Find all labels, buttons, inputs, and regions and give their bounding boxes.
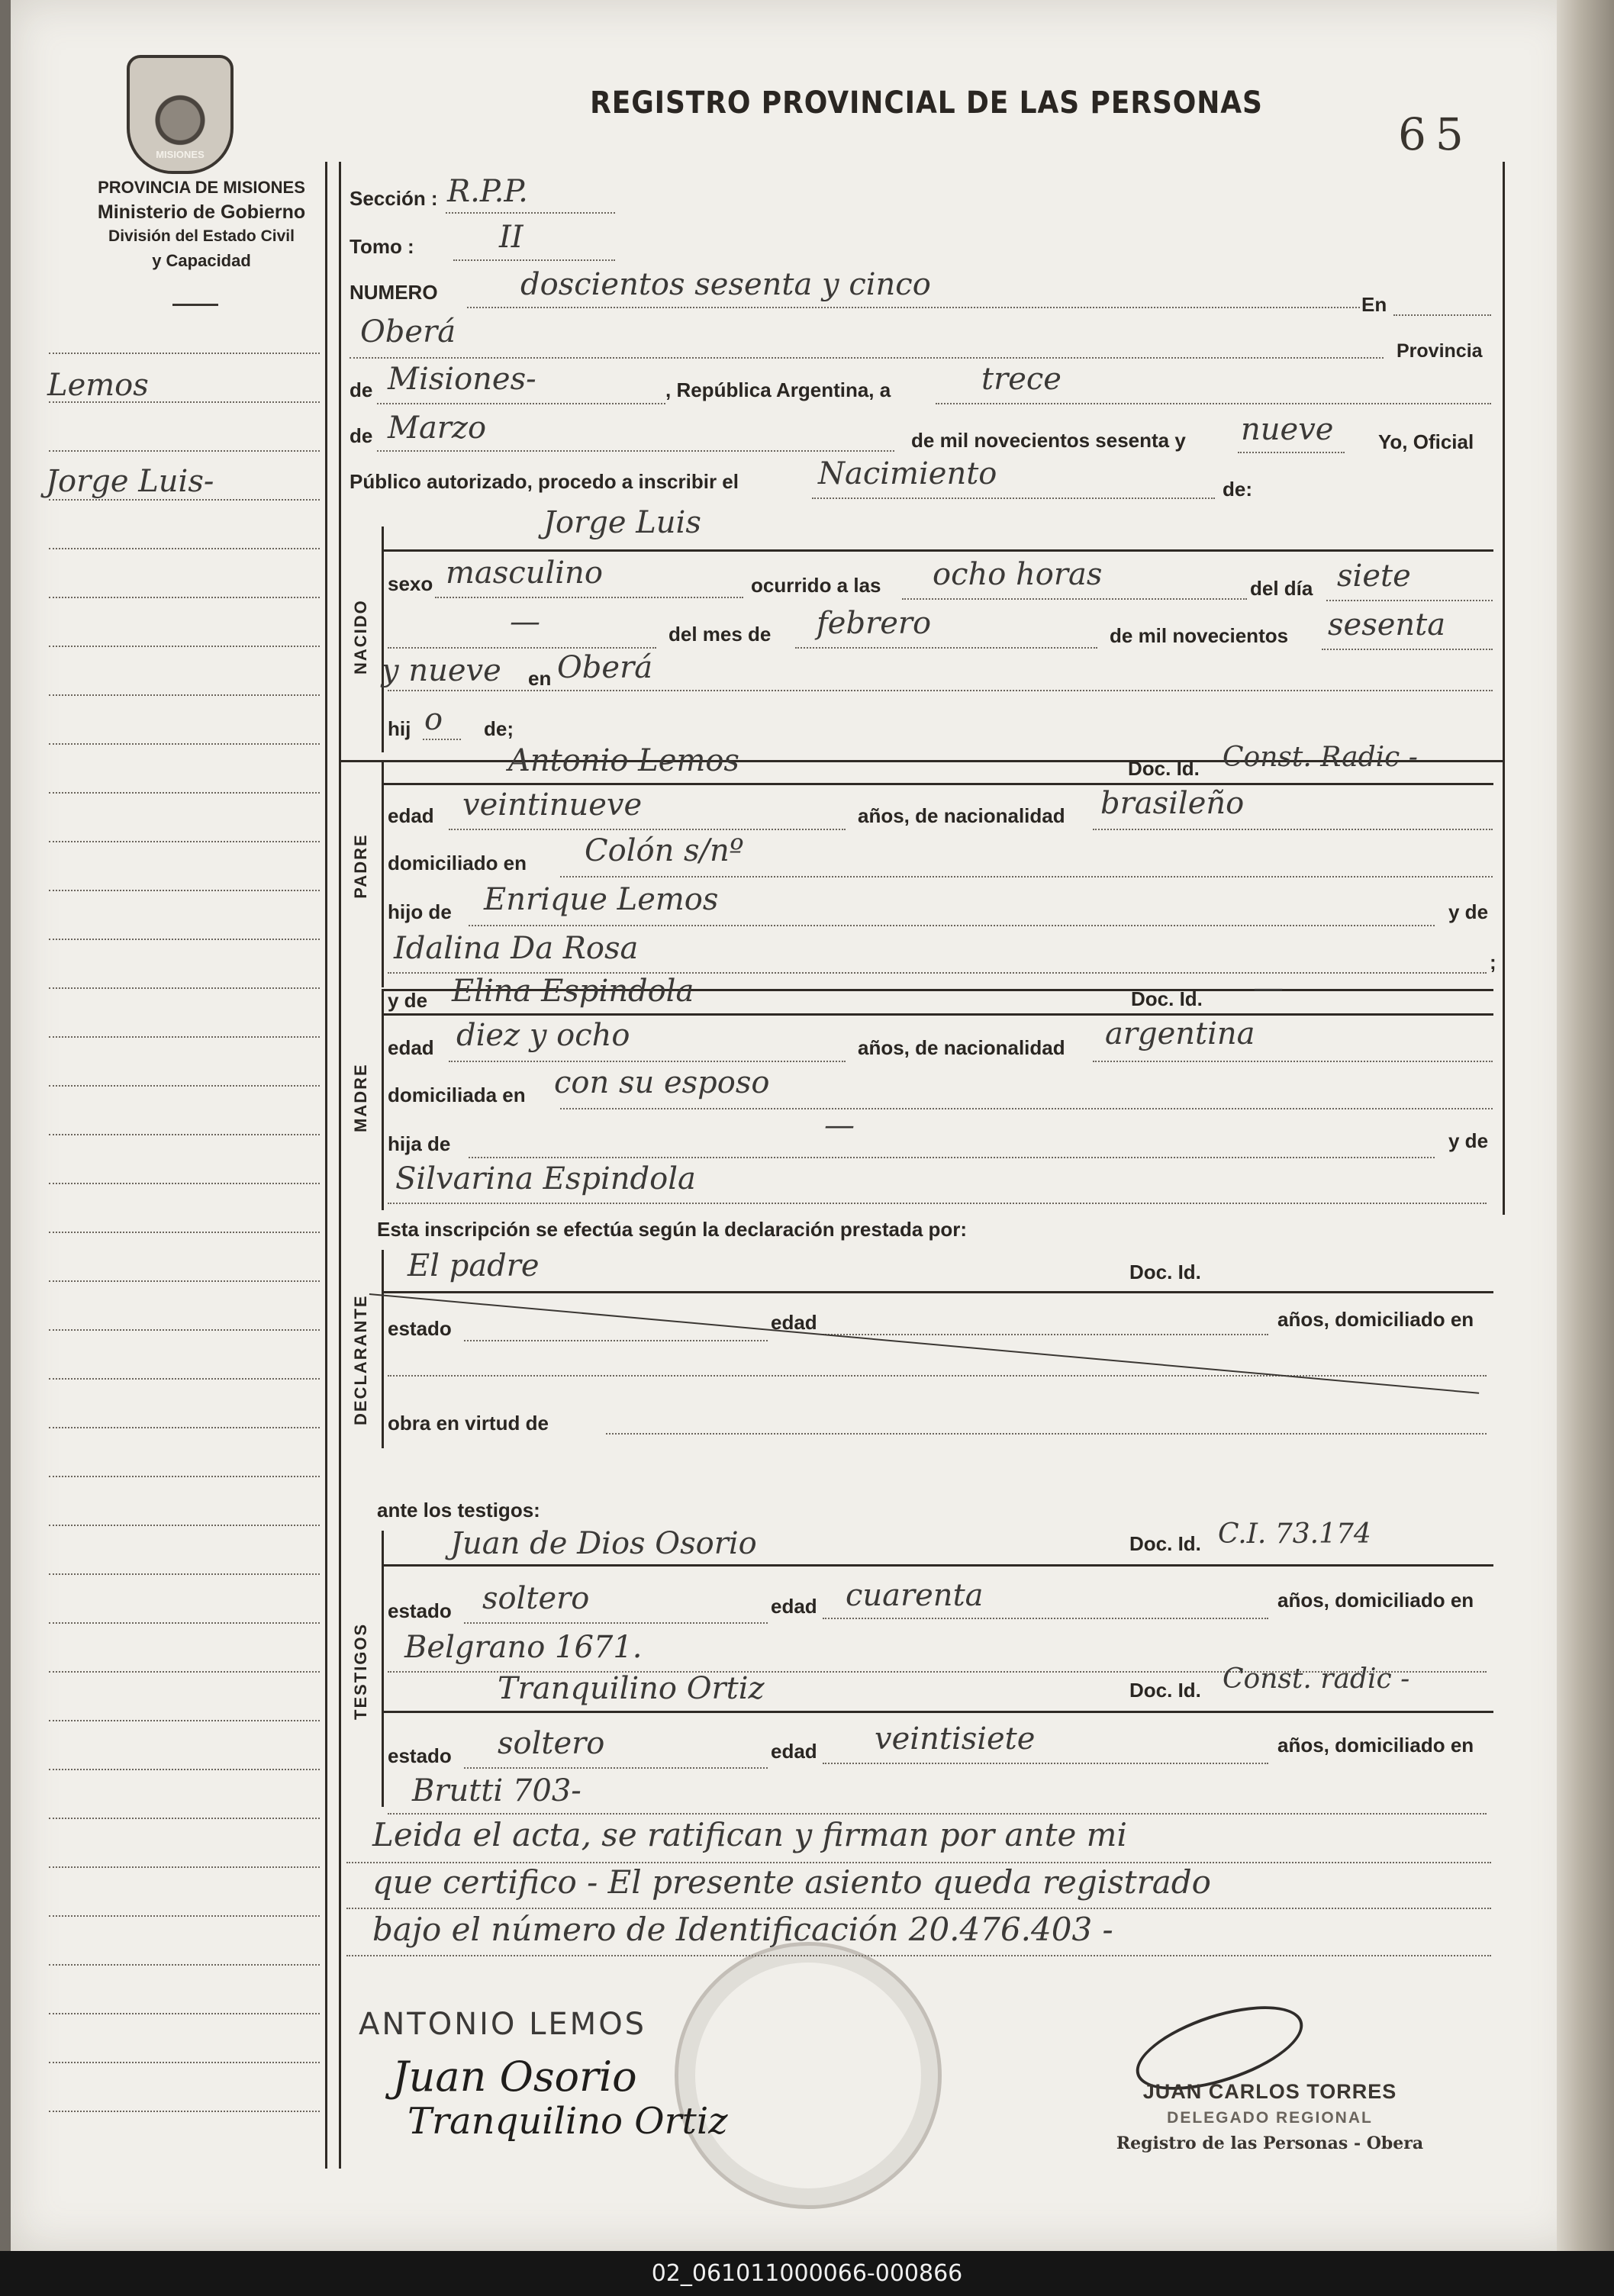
lugar-value: Oberá bbox=[360, 314, 456, 349]
del-dia-label: del día bbox=[1250, 577, 1313, 600]
testigo2-edad-label: edad bbox=[771, 1740, 817, 1763]
seccion-value: R.P.P. bbox=[447, 174, 528, 209]
margin-ruled-line bbox=[49, 646, 320, 647]
dia-nac-line bbox=[1326, 600, 1493, 601]
margin-ruled-line bbox=[49, 694, 320, 696]
padre-doc-label: Doc. Id. bbox=[1128, 757, 1200, 780]
margin-ruled-line bbox=[49, 1573, 320, 1575]
margin-ruled-line bbox=[49, 2111, 320, 2112]
margin-ruled-line bbox=[49, 1525, 320, 1526]
declarante-nombre: El padre bbox=[408, 1248, 540, 1283]
testigo1-edad-line bbox=[823, 1618, 1268, 1619]
en-lower-label: en bbox=[528, 667, 552, 690]
civil-registry-page bbox=[11, 0, 1579, 2251]
sexo-label: sexo bbox=[388, 572, 433, 595]
obra-virtud-line bbox=[606, 1433, 1487, 1435]
main-left-rule bbox=[339, 162, 341, 2169]
anio-nac-cont: y nueve bbox=[382, 653, 501, 688]
testigo1-estado-line bbox=[464, 1622, 768, 1624]
issuing-authority bbox=[41, 176, 362, 273]
padre-section-label: PADRE bbox=[351, 833, 370, 899]
hora-value: ocho horas bbox=[933, 557, 1103, 592]
margin-ruled-line bbox=[49, 1280, 320, 1282]
margin-ruled-line bbox=[49, 1378, 320, 1380]
madre-hija-line bbox=[469, 1157, 1435, 1158]
de-label-2: de bbox=[350, 424, 373, 447]
madre-doc-value: — bbox=[1253, 971, 1284, 1006]
hij-value: o bbox=[424, 702, 443, 737]
padre-name-line bbox=[383, 783, 1493, 785]
margin-ruled-line bbox=[49, 792, 320, 794]
declarante-section-label: DECLARANTE bbox=[351, 1294, 370, 1425]
yo-oficial-label: Yo, Oficial bbox=[1378, 430, 1474, 453]
mes-value: Marzo bbox=[388, 411, 487, 446]
en-label: En bbox=[1361, 293, 1387, 316]
hij-label: hij bbox=[388, 717, 411, 740]
declarante-estado-label: estado bbox=[388, 1317, 452, 1340]
ocurrido-label: ocurrido a las bbox=[751, 574, 881, 597]
registry-stamp-icon bbox=[675, 1942, 942, 2209]
margin-ruled-line bbox=[49, 987, 320, 989]
closing-line-3 bbox=[346, 1955, 1491, 1956]
province-name: PROVINCIA DE MISIONES bbox=[98, 178, 305, 197]
declaracion-label: Esta inscripción se efectúa según la declaración prestada por: bbox=[377, 1218, 968, 1241]
padre-semicolon: ; bbox=[1490, 951, 1496, 974]
declarante-dom-label: años, domiciliado en bbox=[1277, 1308, 1474, 1331]
anio-nac-value: sesenta bbox=[1328, 607, 1446, 642]
margin-ruled-line bbox=[49, 1818, 320, 1819]
padre-dom-line bbox=[560, 876, 1493, 878]
testigo1-doc-label: Doc. Id. bbox=[1129, 1532, 1201, 1555]
numero-line bbox=[467, 307, 1360, 308]
madre-dom-label: domiciliada en bbox=[388, 1084, 526, 1106]
document-title: REGISTRO PROVINCIAL DE LAS PERSONAS bbox=[590, 85, 1263, 121]
margin-ruled-line bbox=[49, 1183, 320, 1184]
misiones-seal-icon bbox=[127, 55, 234, 174]
testigos-rule bbox=[382, 1531, 384, 1807]
margin-ruled-line bbox=[49, 890, 320, 891]
dia-cont-line bbox=[388, 647, 656, 649]
margin-ruled-line bbox=[49, 353, 320, 354]
lugar-line bbox=[350, 357, 1384, 359]
margin-ruled-line bbox=[49, 939, 320, 940]
madre-nac-line bbox=[1093, 1061, 1493, 1062]
mes-nac-value: febrero bbox=[817, 606, 932, 641]
padre-madre: Idalina Da Rosa bbox=[394, 931, 639, 966]
nacido-name-line bbox=[383, 549, 1493, 552]
dia-nac-value: siete bbox=[1337, 559, 1411, 594]
provincia-line bbox=[377, 403, 665, 404]
margin-ruled-line bbox=[49, 1427, 320, 1428]
testigo1-doc-value: C.I. 73.174 bbox=[1218, 1518, 1371, 1550]
division-name: División del Estado Civil bbox=[108, 227, 295, 245]
padre-hijo-line bbox=[469, 925, 1435, 926]
nacido-rule bbox=[382, 527, 384, 752]
mil-novecientos-label: de mil novecientos bbox=[1110, 624, 1289, 647]
provincia-label: Provincia bbox=[1397, 340, 1483, 362]
seccion-line bbox=[446, 212, 615, 214]
de-sc-label: de; bbox=[484, 717, 514, 740]
testigo1-dom-label: años, domiciliado en bbox=[1277, 1589, 1474, 1612]
padre-hijo-label: hijo de bbox=[388, 900, 452, 923]
main-right-rule bbox=[1503, 162, 1505, 1215]
de-colon-label: de: bbox=[1223, 478, 1252, 501]
madre-dom-value: con su esposo bbox=[554, 1065, 770, 1100]
padre-edad-line bbox=[449, 829, 846, 830]
sexo-value: masculino bbox=[446, 555, 603, 591]
madre-padre: — bbox=[824, 1108, 855, 1143]
madre-yde2-label: y de bbox=[1448, 1129, 1489, 1152]
publico-label: Público autorizado, procedo a inscribir el bbox=[350, 470, 739, 493]
provincia-value: Misiones- bbox=[388, 362, 536, 397]
closing-text-3: bajo el número de Identificación 20.476.403 - bbox=[372, 1911, 1113, 1948]
margin-given-names: Jorge Luis- bbox=[46, 464, 214, 499]
padre-yde-label: y de bbox=[1448, 900, 1489, 923]
madre-madre: Silvarina Espindola bbox=[395, 1161, 696, 1196]
declarante-edad-line bbox=[823, 1334, 1268, 1335]
margin-ruled-line bbox=[49, 743, 320, 745]
declarante-name-line bbox=[383, 1291, 1493, 1293]
margin-ruled-line bbox=[49, 1476, 320, 1477]
madre-nombre: Elina Espindola bbox=[452, 974, 694, 1009]
tipo-value: Nacimiento bbox=[818, 456, 997, 491]
testigo1-estado-value: soltero bbox=[482, 1581, 590, 1616]
margin-ruled-line bbox=[49, 450, 320, 452]
margin-ruled-line bbox=[49, 1866, 320, 1868]
margin-ruled-line bbox=[49, 1769, 320, 1770]
padre-nac-line bbox=[1093, 829, 1493, 830]
testigo2-edad-value: veintisiete bbox=[875, 1721, 1036, 1757]
madre-name-line bbox=[383, 1013, 1493, 1016]
tomo-line bbox=[453, 259, 615, 261]
obra-virtud-label: obra en virtud de bbox=[388, 1412, 549, 1435]
seccion-label: Sección : bbox=[350, 187, 438, 210]
padre-nac-label: años, de nacionalidad bbox=[858, 804, 1065, 827]
mil-sesenta-label: de mil novecientos sesenta y bbox=[911, 429, 1186, 452]
margin-ruled-line bbox=[49, 1915, 320, 1917]
declarante-dom-line bbox=[388, 1375, 1487, 1377]
anio-nac-line bbox=[1322, 649, 1493, 650]
de-label-1: de bbox=[350, 378, 373, 401]
lugar-nac-line bbox=[388, 690, 1493, 691]
testigo1-domicilio: Belgrano 1671. bbox=[404, 1630, 643, 1665]
declarante-edad-label: edad bbox=[771, 1311, 817, 1334]
madre-nac-label: años, de nacionalidad bbox=[858, 1036, 1065, 1059]
official-name: JUAN CARLOS TORRES bbox=[1142, 2080, 1397, 2103]
anio-line bbox=[1238, 452, 1345, 453]
margin-ruled-line bbox=[49, 1036, 320, 1038]
numero-value: doscientos sesenta y cinco bbox=[520, 267, 931, 302]
dia-line bbox=[936, 403, 1491, 404]
padre-nombre: Antonio Lemos bbox=[508, 743, 739, 778]
margin-surname: Lemos bbox=[47, 368, 149, 403]
padre-edad-value: veintinueve bbox=[462, 787, 643, 823]
padre-padre: Enrique Lemos bbox=[484, 882, 719, 917]
signature-juan-osorio: Juan Osorio bbox=[392, 2053, 637, 2101]
madre-dom-line bbox=[560, 1108, 1493, 1109]
padre-dom-value: Colón s/nº bbox=[585, 833, 744, 868]
nacido-nombre: Jorge Luis bbox=[543, 505, 701, 540]
madre-section-label: MADRE bbox=[351, 1063, 370, 1132]
madre-edad-value: diez y ocho bbox=[456, 1018, 630, 1053]
testigo2-doc-value: Const. radic - bbox=[1223, 1663, 1410, 1695]
heading-divider bbox=[172, 304, 218, 306]
padre-nac-value: brasileño bbox=[1100, 786, 1245, 821]
margin-ruled-line bbox=[49, 841, 320, 842]
margin-ruled-line bbox=[49, 1720, 320, 1721]
testigo2-estado-value: soltero bbox=[498, 1726, 605, 1761]
tomo-label: Tomo : bbox=[350, 235, 414, 258]
lugar-nac-value: Oberá bbox=[557, 650, 653, 685]
margin-rule bbox=[325, 162, 327, 2169]
signature-antonio-lemos: ANTONIO LEMOS bbox=[359, 2007, 647, 2042]
testigo2-estado-line bbox=[464, 1767, 768, 1769]
del-mes-label: del mes de bbox=[668, 623, 772, 646]
margin-ruled-line bbox=[49, 1671, 320, 1673]
margin-ruled-line bbox=[49, 1329, 320, 1331]
testigo2-doc-label: Doc. Id. bbox=[1129, 1679, 1201, 1702]
numero-label: NUMERO bbox=[350, 281, 438, 304]
madre-hija-label: hija de bbox=[388, 1132, 451, 1155]
closing-text-2: que certifico - El presente asiento queda registrado bbox=[372, 1863, 1211, 1901]
dia-cont-dash: — bbox=[510, 604, 540, 639]
sexo-line bbox=[435, 597, 743, 598]
declarante-estado-line bbox=[464, 1340, 768, 1341]
image-id-bar bbox=[0, 2251, 1614, 2296]
binding-edge bbox=[1557, 0, 1614, 2251]
declarante-doc-label: Doc. Id. bbox=[1129, 1261, 1201, 1283]
testigo2-dom-label: años, domiciliado en bbox=[1277, 1734, 1474, 1757]
page-number: 65 bbox=[1398, 108, 1473, 160]
testigo2-estado-label: estado bbox=[388, 1744, 452, 1767]
madre-edad-label: edad bbox=[388, 1036, 434, 1059]
hij-line bbox=[423, 739, 461, 740]
padre-dom-label: domiciliado en bbox=[388, 852, 527, 874]
margin-ruled-line bbox=[49, 1622, 320, 1624]
tipo-line bbox=[812, 498, 1215, 499]
madre-doc-label: Doc. Id. bbox=[1131, 987, 1203, 1010]
testigo2-nombre: Tranquilino Ortiz bbox=[498, 1671, 765, 1706]
margin-ruled-line bbox=[49, 1085, 320, 1087]
dia-value: trece bbox=[981, 362, 1062, 397]
republica-label: , República Argentina, a bbox=[665, 378, 891, 401]
anio-value: nueve bbox=[1241, 412, 1334, 447]
margin-ruled-line bbox=[49, 1232, 320, 1233]
margin-ruled-line bbox=[49, 1964, 320, 1966]
padre-edad-label: edad bbox=[388, 804, 434, 827]
signature-tranquilino-ortiz: Tranquilino Ortiz bbox=[408, 2100, 728, 2143]
testigos-section-label: TESTIGOS bbox=[351, 1622, 370, 1720]
margin-ruled-line bbox=[49, 2013, 320, 2014]
testigo2-dom-line bbox=[388, 1813, 1487, 1815]
ante-testigos-label: ante los testigos: bbox=[377, 1499, 540, 1522]
hora-line bbox=[902, 598, 1247, 600]
testigo1-edad-value: cuarenta bbox=[846, 1578, 984, 1613]
en-line bbox=[1393, 314, 1491, 316]
padre-doc-value: Const. Radic - bbox=[1223, 742, 1418, 773]
mes-line bbox=[377, 450, 894, 452]
seal-text: MISIONES bbox=[156, 149, 205, 160]
testigo2-edad-line bbox=[823, 1763, 1268, 1764]
padre-rule bbox=[382, 762, 384, 987]
testigo2-name-line bbox=[383, 1711, 1493, 1713]
testigo1-edad-label: edad bbox=[771, 1595, 817, 1618]
official-office: Registro de las Personas - Obera bbox=[1116, 2133, 1424, 2153]
madre-madre-line bbox=[388, 1203, 1487, 1204]
image-id: 02_061011000066-000866 bbox=[651, 2260, 963, 2287]
margin-ruled-line bbox=[49, 548, 320, 549]
madre-nac-value: argentina bbox=[1105, 1016, 1255, 1051]
madre-edad-line bbox=[449, 1061, 846, 1062]
testigo1-name-line bbox=[383, 1564, 1493, 1567]
tomo-value: II bbox=[499, 220, 524, 255]
declarante-rule bbox=[382, 1250, 384, 1448]
testigo1-estado-label: estado bbox=[388, 1599, 452, 1622]
margin-ruled-line bbox=[49, 2062, 320, 2063]
margin-ruled-line bbox=[49, 1134, 320, 1135]
closing-text-1: Leida el acta, se ratifican y firman por ante mi bbox=[372, 1816, 1127, 1853]
capacity-name: y Capacidad bbox=[152, 251, 251, 270]
nacido-section-label: NACIDO bbox=[351, 599, 370, 675]
ministry-name: Ministerio de Gobierno bbox=[97, 201, 306, 223]
madre-yde-label: y de bbox=[388, 989, 428, 1012]
mes-nac-line bbox=[795, 647, 1097, 649]
testigo1-nombre: Juan de Dios Osorio bbox=[450, 1526, 757, 1561]
testigo2-domicilio: Brutti 703- bbox=[412, 1773, 581, 1808]
margin-ruled-line bbox=[49, 499, 320, 501]
official-role: DELEGADO REGIONAL bbox=[1167, 2109, 1373, 2127]
margin-ruled-line bbox=[49, 597, 320, 598]
madre-rule bbox=[382, 989, 384, 1210]
closing-line-2 bbox=[346, 1908, 1491, 1909]
